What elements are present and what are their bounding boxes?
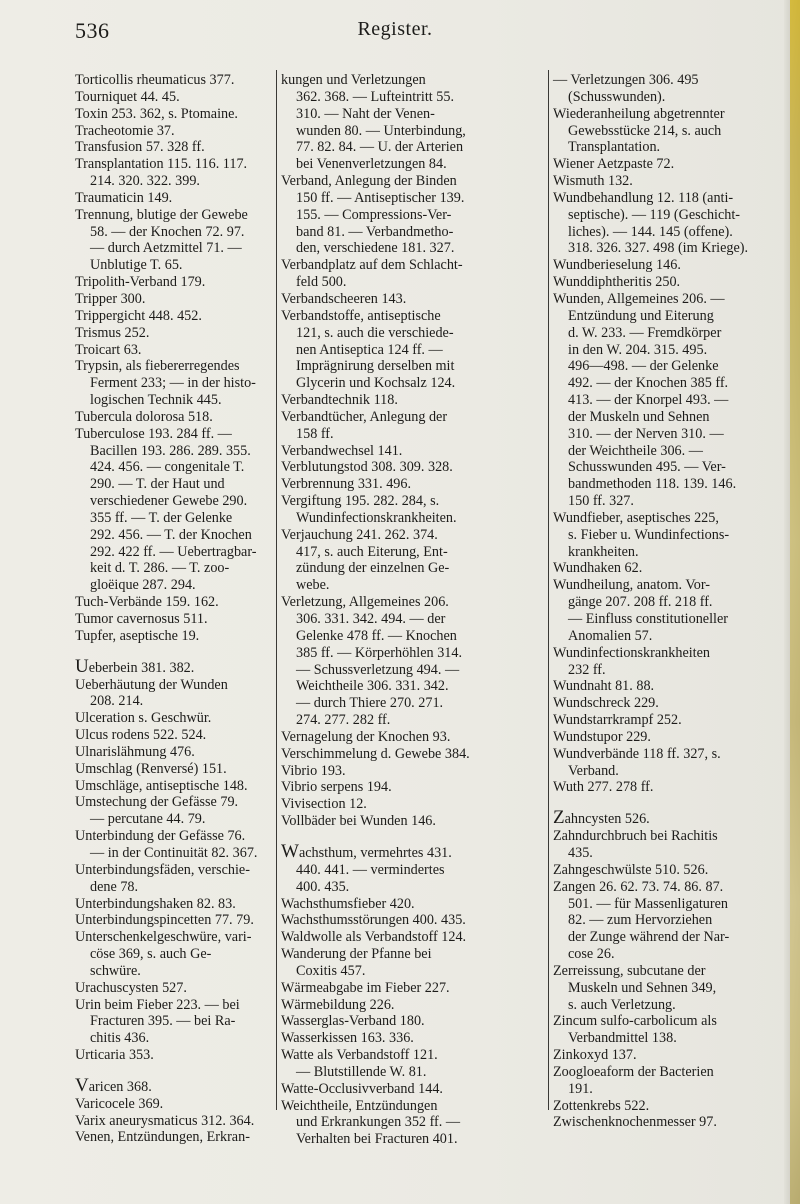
index-entry: Verband, Anlegung der Binden 150 ff. — Antiseptischer 139. 155. — Compressions-Ver- band 81. — Verbandmetho- den, verschiedene 181. 327. [281, 173, 465, 257]
index-column-left [75, 72, 270, 1146]
index-entry: Unterbindungspincetten 77. 79. [75, 912, 254, 929]
index-entry: Urachuscysten 527. [75, 979, 187, 996]
index-entry: Verbrennung 331. 496. [281, 476, 412, 493]
index-entry: Wiener Aetzpaste 72. [553, 156, 675, 173]
index-entry: Vergiftung 195. 282. 284, s. Wundinfectionskrankheiten. [281, 493, 457, 526]
index-entry: Waldwolle als Verbandstoff 124. [281, 929, 467, 946]
index-entry: Umstechung der Gefässe 79. — percutane 44. 79. [75, 794, 239, 828]
index-entry: Zwischenknochenmesser 97. [553, 1114, 717, 1131]
index-entry: Wiederanheilung abgetrennter Gewebsstücke 214, s. auch Transplantation. [553, 105, 725, 156]
index-entry: Tuberculose 193. 284 ff. — Bacillen 193. 286. 289. 355. 424. 456. — congenitale T. 290. — T. der Haut und verschiedener Gewebe 290. 355 ff. — T. der Gelenke 292. 456. — T. der Knochen 292. 422 ff. — Uebertragbar- keit d. T. 286. — T. zoo- gloëique 287. 294. [75, 425, 257, 594]
page-header [75, 18, 715, 50]
index-entry-continuation: kungen und Verletzungen 362. 368. — Lufteintritt 55. 310. — Naht der Venen- wunden 80. — Unterbindung, 77. 82. 84. — U. der Arterien bei Venenverletzungen 84. [281, 72, 466, 173]
index-entry: Verschimmelung d. Gewebe 384. [281, 745, 470, 762]
index-entry: Zangen 26. 62. 73. 74. 86. 87. 501. — für Massenligaturen 82. — zum Hervorziehen der Zunge während der Nar- cose 26. [553, 878, 730, 963]
index-entry: Troicart 63. [75, 341, 142, 358]
index-entry: Unterbindung der Gefässe 76. — in der Continuität 82. 367. [75, 828, 258, 861]
index-entry: Wachsthum, vermehrtes 431. 440. 441. — vermindertes 400. 435. [281, 840, 452, 895]
index-entry: Zinkoxyd 137. [553, 1047, 637, 1064]
index-entry: Unterbindungsfäden, verschie- dene 78. [75, 861, 250, 895]
index-entry: Wundstupor 229. [553, 728, 651, 745]
index-entry: Ulnarislähmung 476. [75, 743, 195, 760]
index-entry: Tracheotomie 37. [75, 122, 175, 139]
index-entry: Wundberieselung 146. [553, 257, 681, 274]
index-entry: Torticollis rheumaticus 377. [75, 72, 235, 88]
index-entry: Tripolith-Verband 179. [75, 274, 206, 291]
column-rule [276, 70, 277, 1110]
index-entry: Zahncysten 526. [553, 807, 650, 829]
index-entry: Unterschenkelgeschwüre, vari- cöse 369, s. auch Ge- schwüre. [75, 929, 252, 979]
index-entry: Trippergicht 448. 452. [75, 307, 202, 324]
index-entry: Urin beim Fieber 223. — bei Fracturen 395. — bei Ra- chitis 436. [75, 996, 240, 1047]
index-entry: Vibrio 193. [281, 762, 346, 779]
index-entry: Ulceration s. Geschwür. [75, 710, 212, 727]
index-entry: Zahngeschwülste 510. 526. [553, 861, 709, 878]
index-entry-continuation: — Verletzungen 306. 495 (Schusswunden). [553, 72, 699, 105]
index-entry: Weichtheile, Entzündungen und Erkrankungen 352 ff. — Verhalten bei Fracturen 401. [281, 1097, 461, 1148]
index-entry: Wunddiphtheritis 250. [553, 274, 681, 291]
index-entry: Wismuth 132. [553, 173, 633, 190]
index-entry: Watte-Occlusivverband 144. [281, 1080, 443, 1097]
index-entry: Varicocele 369. [75, 1095, 164, 1112]
index-entry: Tripper 300. [75, 290, 146, 307]
index-entry: Zottenkrebs 522. [553, 1097, 650, 1114]
index-entry: Wundfieber, aseptisches 225, s. Fieber u. Wundinfections- krankheiten. [553, 509, 730, 560]
index-entry: Umschläge, antiseptische 148. [75, 777, 248, 794]
index-entry: Verbandstoffe, antiseptische 121, s. auch die verschiede- nen Antiseptica 124 ff. — Imprägnirung derselben mit Glycerin und Kochsalz 124. [281, 307, 456, 392]
running-head: Register. [357, 18, 433, 40]
index-entry: Vernagelung der Knochen 93. [281, 728, 451, 745]
index-entry: Wunden, Allgemeines 206. — Entzündung und Eiterung d. W. 233. — Fremdkörper in den W. 204. 315. 495. 496—498. — der Gelenke 492. — der Knochen 385 ff. 413. — der Knorpel 493. — der Muskeln und Sehnen 310. — der Nerven 310. — der Weichtheile 306. — Schusswunden 495. — Ver- bandmethoden 118. 139. 146. 150 ff. 327. [553, 290, 737, 510]
index-entry: Transplantation 115. 116. 117. 214. 320. 322. 399. [75, 156, 248, 190]
index-entry: Venen, Entzündungen, Erkran- [75, 1129, 250, 1146]
index-entry: Zincum sulfo-carbolicum als Verbandmittel 138. [553, 1013, 717, 1047]
index-entry: Tumor cavernosus 511. [75, 611, 208, 627]
index-entry: Wanderung der Pfanne bei Coxitis 457. [281, 946, 432, 979]
index-entry: Tourniquet 44. 45. [75, 88, 180, 105]
section-initial: W [281, 840, 299, 862]
page-edge-stain [790, 0, 800, 1204]
index-entry: Wundinfectionskrankheiten 232 ff. [553, 644, 711, 678]
index-entry: Urticaria 353. [75, 1047, 154, 1064]
index-entry: Verbandplatz auf dem Schlacht- feld 500. [281, 257, 463, 291]
index-entry: Wundbehandlung 12. 118 (anti- septische). — 119 (Geschicht- liches). — 144. 145 (offene). 318. 326. 327. 498 (im Kriege). [553, 189, 749, 257]
index-entry: Wundstarrkrampf 252. [553, 712, 682, 729]
index-column-right [553, 72, 793, 1131]
index-entry: Watte als Verbandstoff 121. — Blutstillende W. 81. [281, 1047, 438, 1080]
index-entry: Wachsthumsfieber 420. [281, 895, 415, 912]
index-entry: Ueberbein 381. 382. [75, 655, 195, 677]
index-entry: Wundnaht 81. 88. [553, 678, 655, 695]
index-entry: Wasserglas-Verband 180. [281, 1013, 425, 1030]
index-entry: Umschlag (Renversé) 151. [75, 760, 227, 777]
index-entry: Wundhaken 62. [553, 560, 643, 577]
index-entry: Tubercula dolorosa 518. [75, 408, 213, 425]
index-entry: Wundheilung, anatom. Vor- gänge 207. 208 ff. 218 ff. — Einfluss constitutioneller Anomalien 57. [553, 577, 728, 644]
index-entry: Ulcus rodens 522. 524. [75, 727, 207, 744]
index-entry: Wärmebildung 226. [281, 996, 395, 1013]
index-entry: Toxin 253. 362, s. Ptomaine. [75, 105, 238, 122]
index-entry: Tuch-Verbände 159. 162. [75, 594, 219, 611]
index-entry: Trennung, blutige der Gewebe 58. — der Knochen 72. 97. — durch Aetzmittel 71. — Unblutige T. 65. [75, 206, 248, 274]
index-entry: Verblutungstod 308. 309. 328. [281, 459, 453, 476]
index-entry: Wuth 277. 278 ff. [553, 779, 654, 796]
index-entry: Trypsin, als fiebererregendes Ferment 233; — in der histo- logischen Technik 445. [75, 358, 256, 409]
index-entry: Verbandtechnik 118. [281, 392, 398, 409]
index-entry: Varicen 368. [75, 1074, 152, 1096]
index-entry: Wundschreck 229. [553, 695, 659, 712]
index-entry: Tupfer, aseptische 19. [75, 627, 200, 644]
index-entry: Wärmeabgabe im Fieber 227. [281, 979, 450, 996]
section-initial: U [75, 655, 89, 677]
index-entry: Verbandscheeren 143. [281, 290, 407, 307]
index-column-middle [281, 72, 543, 1148]
index-entry: Zahndurchbruch bei Rachitis 435. [553, 828, 718, 861]
section-initial: V [75, 1074, 89, 1096]
index-entry: Varix aneurysmaticus 312. 364. [75, 1112, 255, 1129]
index-entry: Vollbäder bei Wunden 146. [281, 813, 436, 830]
index-entry: Verbandwechsel 141. [281, 442, 403, 459]
index-entry: Ueberhäutung der Wunden 208. 214. [75, 676, 228, 710]
index-entry: Vivisection 12. [281, 796, 367, 813]
index-entry: Verjauchung 241. 262. 374. 417, s. auch Eiterung, Ent- zündung der einzelnen Ge- webe. [281, 526, 450, 594]
index-entry: Zerreissung, subcutane der Muskeln und Sehnen 349, s. auch Verletzung. [553, 962, 717, 1013]
section-initial: Z [553, 807, 565, 829]
index-entry: Zoogloeaform der Bacterien 191. [553, 1063, 714, 1097]
index-entry: Wasserkissen 163. 336. [281, 1030, 414, 1047]
index-entry: Unterbindungshaken 82. 83. [75, 895, 236, 912]
index-entry: Vibrio serpens 194. [281, 779, 392, 796]
page-number: 536 [75, 18, 110, 43]
index-entry: Verbandtücher, Anlegung der 158 ff. [281, 408, 448, 442]
index-entry: Verletzung, Allgemeines 206. 306. 331. 342. 494. — der Gelenke 478 ff. — Knochen 385 ff. — Körperhöhlen 314. — Schussverletzung 494. — Weichtheile 306. 331. 342. — durch Thiere 270. 271. 274. 277. 282 ff. [281, 594, 463, 729]
column-rule [548, 70, 549, 1110]
index-entry: Traumaticin 149. [75, 189, 173, 206]
index-entry: Trismus 252. [75, 324, 150, 341]
index-entry: Transfusion 57. 328 ff. [75, 139, 205, 156]
index-entry: Wundverbände 118 ff. 327, s. Verband. [553, 745, 721, 779]
index-entry: Wachsthumsstörungen 400. 435. [281, 912, 466, 929]
